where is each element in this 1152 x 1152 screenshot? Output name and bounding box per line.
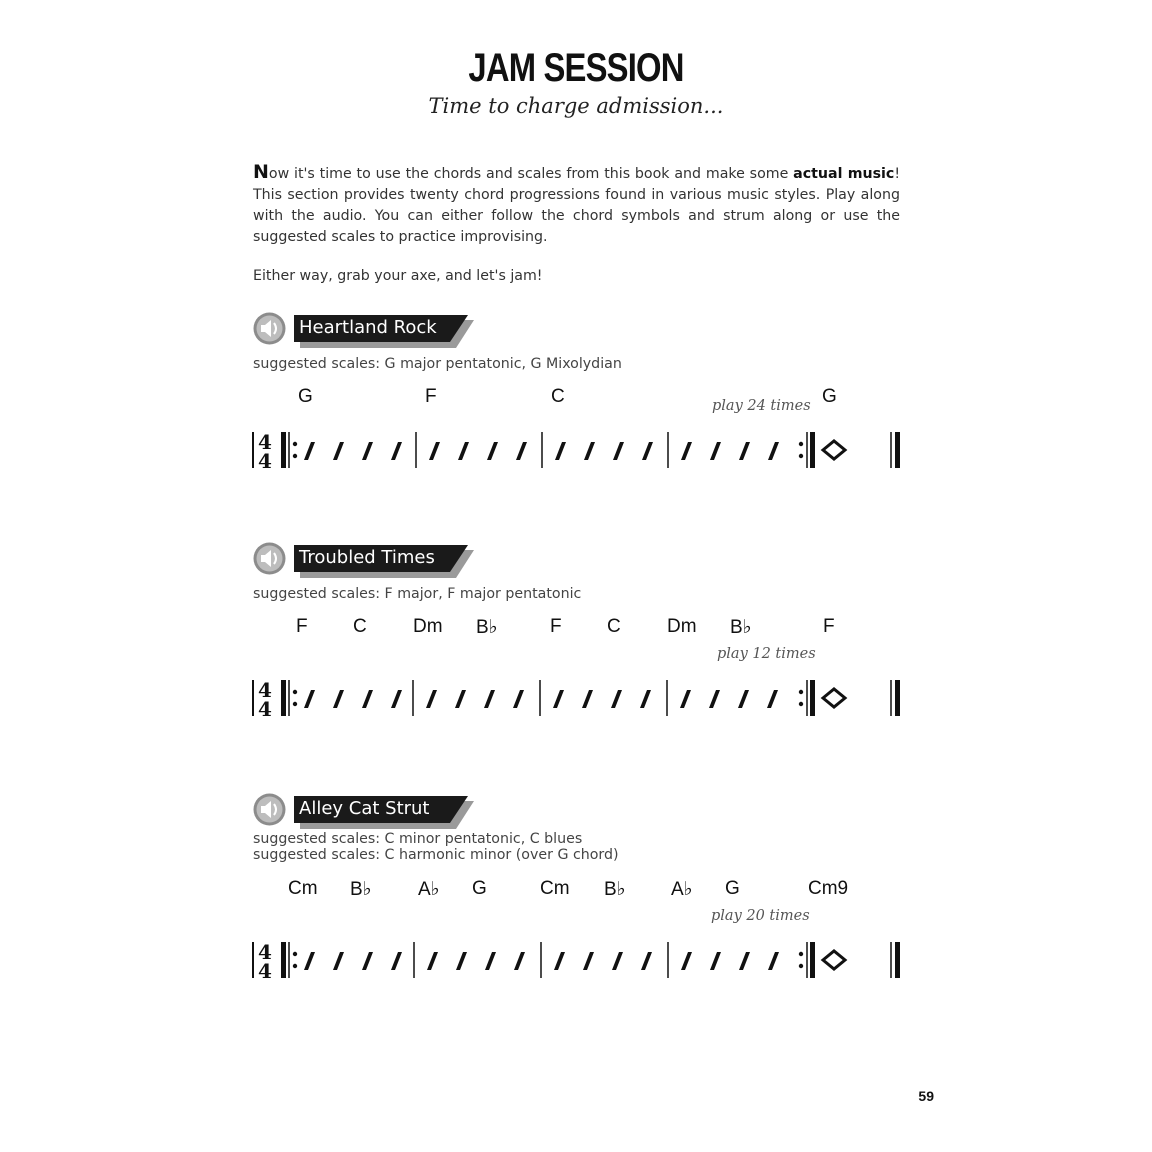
chord-symbol: Cm	[288, 878, 318, 899]
intro-bold-text: actual music	[793, 166, 895, 182]
repeat-instruction: play 12 times	[717, 646, 816, 662]
intro-text-1: ow it's time to use the chords and scales from this book and make some	[268, 166, 794, 182]
track-title: Heartland Rock	[299, 317, 437, 338]
chord-symbol: B♭	[730, 617, 752, 638]
chord-symbol: F	[550, 616, 562, 637]
intro-paragraph	[253, 162, 900, 248]
chord-symbol: G	[822, 386, 837, 407]
suggested-scales: suggested scales: C minor pentatonic, C blues	[253, 831, 583, 847]
chord-symbol: G	[725, 878, 740, 899]
chord-symbol: B♭	[604, 879, 626, 900]
page-title: JAM SESSION	[468, 46, 684, 90]
slash-notes-measure-1	[304, 952, 402, 970]
time-signature-bottom: 4	[258, 959, 272, 983]
slash-notes-measure-1	[304, 690, 402, 708]
track-title: Alley Cat Strut	[299, 798, 430, 819]
chord-symbol: C	[353, 616, 367, 637]
slash-notes-measure-4	[681, 952, 779, 970]
slash-notes-measure-4	[680, 690, 778, 708]
time-signature-top: 4	[258, 678, 272, 702]
chord-symbol: C	[551, 386, 565, 407]
repeat-instruction: play 20 times	[711, 908, 810, 924]
chord-symbol: G	[472, 878, 487, 899]
closing-line: Either way, grab your axe, and let's jam!	[253, 268, 543, 284]
suggested-scales: suggested scales: F major, F major pentatonic	[253, 586, 582, 602]
rhythm-staff	[246, 675, 906, 721]
chord-symbol: C	[607, 616, 621, 637]
time-signature-bottom: 4	[258, 449, 272, 473]
speaker-icon[interactable]	[253, 312, 286, 345]
page-number: 59	[918, 1088, 934, 1104]
repeat-instruction: play 24 times	[712, 398, 811, 414]
chord-symbol: Dm	[667, 616, 697, 637]
whole-slash-note	[823, 441, 845, 459]
slash-notes-measure-2	[427, 952, 525, 970]
drop-cap: N	[253, 161, 269, 183]
chord-symbol: Cm9	[808, 878, 849, 899]
time-signature-bottom: 4	[258, 697, 272, 721]
chord-symbol: B♭	[350, 879, 372, 900]
chord-symbol: A♭	[671, 879, 693, 900]
whole-slash-note	[823, 689, 845, 707]
page-subtitle: Time to charge admission...	[428, 94, 724, 118]
rhythm-staff	[246, 937, 906, 983]
time-signature-top: 4	[258, 430, 272, 454]
whole-slash-note	[823, 951, 845, 969]
time-signature-top: 4	[258, 940, 272, 964]
slash-notes-measure-2	[429, 442, 527, 460]
rhythm-staff	[246, 427, 906, 473]
slash-notes-measure-3	[553, 690, 651, 708]
slash-notes-measure-1	[304, 442, 402, 460]
chord-symbol: Cm	[540, 878, 570, 899]
chord-symbol: G	[298, 386, 313, 407]
chord-symbol: B♭	[476, 617, 498, 638]
chord-symbol: F	[425, 386, 437, 407]
slash-notes-measure-3	[555, 442, 653, 460]
chord-symbol: Dm	[413, 616, 443, 637]
intro-text-2: ! This section provides twenty chord progressions found in various music styles. Play along with the audio. You can either follow the chord symbols and strum along or use the suggested scales to practice improvising.	[253, 166, 901, 245]
suggested-scales: suggested scales: C harmonic minor (over G chord)	[253, 847, 619, 863]
track-title: Troubled Times	[299, 547, 435, 568]
speaker-icon[interactable]	[253, 793, 286, 826]
chord-symbol: A♭	[418, 879, 440, 900]
slash-notes-measure-4	[681, 442, 779, 460]
speaker-icon[interactable]	[253, 542, 286, 575]
chord-symbol: F	[823, 616, 835, 637]
chord-symbol: F	[296, 616, 308, 637]
suggested-scales: suggested scales: G major pentatonic, G Mixolydian	[253, 356, 622, 372]
slash-notes-measure-3	[554, 952, 652, 970]
slash-notes-measure-2	[426, 690, 524, 708]
